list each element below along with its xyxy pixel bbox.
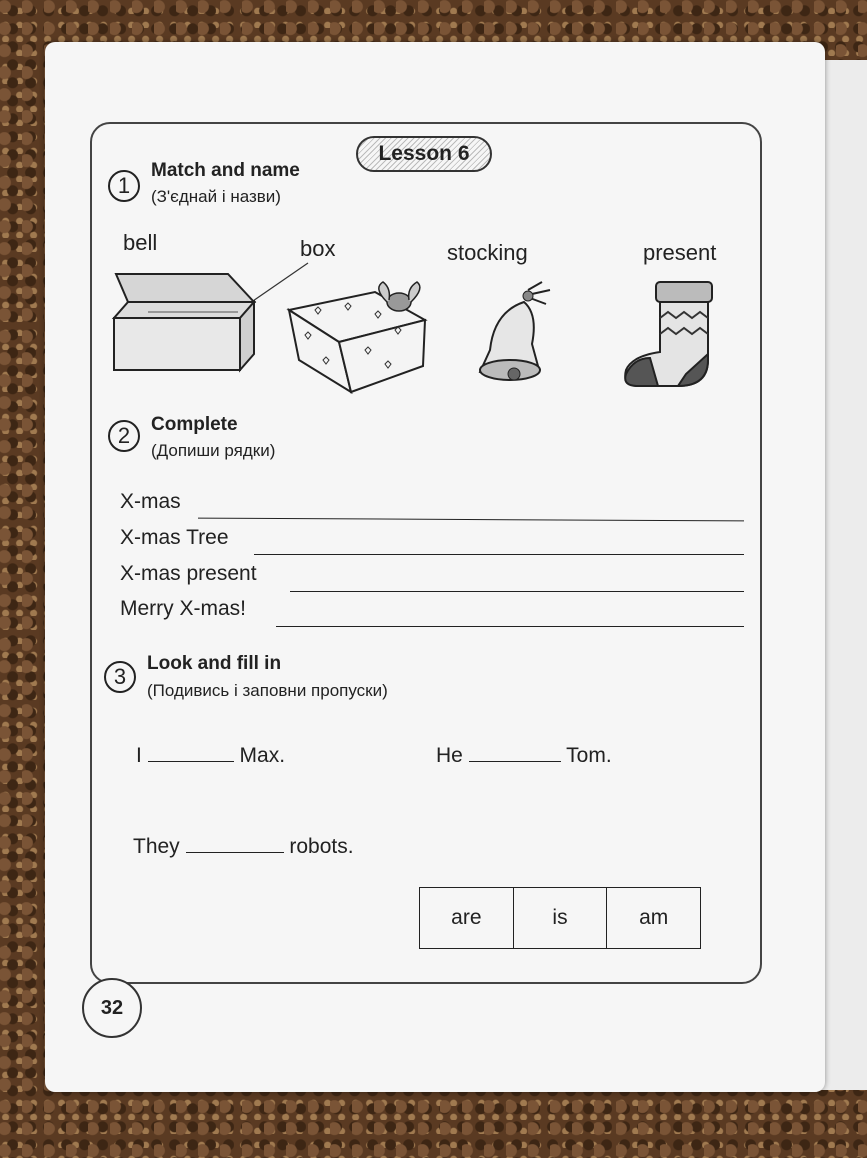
sentence-after: Max. [239, 744, 286, 767]
word-bank-am[interactable]: am [639, 906, 669, 929]
answer-gap[interactable] [148, 743, 234, 762]
sentence-before: I [136, 744, 142, 767]
sentence-after: Tom. [566, 744, 612, 767]
word-bank [419, 887, 701, 949]
sentence-1 [136, 743, 285, 768]
task2-number: 2 [108, 420, 140, 452]
task1-number: 1 [108, 170, 140, 202]
word-bell: bell [123, 230, 158, 255]
writing-line[interactable] [254, 554, 744, 555]
task3-number: 3 [104, 661, 136, 693]
stocking-picture [620, 278, 720, 393]
task1-title: Match and name [151, 160, 300, 181]
sentence-after: robots. [289, 835, 354, 858]
answer-gap[interactable] [186, 834, 284, 853]
task2-title: Complete [151, 414, 238, 435]
word-box: box [300, 236, 336, 261]
word-present: present [643, 240, 717, 265]
page-number: 32 [82, 978, 142, 1038]
line-xmas-tree: X-mas Tree [120, 526, 229, 549]
sentence-2 [436, 743, 612, 768]
task3-subtitle: (Подивись і заповни пропуски) [147, 681, 388, 700]
line-merry-xmas: Merry X-mas! [120, 597, 246, 620]
line-xmas: X-mas [120, 490, 181, 513]
box-picture [108, 272, 258, 377]
word-stocking: stocking [447, 240, 528, 265]
task1-subtitle: (З'єднай і назви) [151, 187, 281, 206]
answer-gap[interactable] [469, 743, 561, 762]
bell-picture [470, 280, 570, 390]
sentence-3 [133, 834, 354, 859]
present-picture [285, 280, 435, 400]
task3-title: Look and fill in [147, 653, 282, 674]
line-xmas-present: X-mas present [120, 562, 257, 585]
lesson-badge: Lesson 6 [356, 136, 492, 172]
word-bank-are[interactable]: are [420, 888, 514, 948]
task2-subtitle: (Допиши рядки) [151, 441, 276, 460]
writing-line[interactable] [276, 626, 744, 627]
writing-line[interactable] [290, 591, 744, 592]
word-bank-is[interactable]: is [514, 888, 608, 948]
sentence-before: He [436, 744, 463, 767]
sentence-before: They [133, 835, 180, 858]
